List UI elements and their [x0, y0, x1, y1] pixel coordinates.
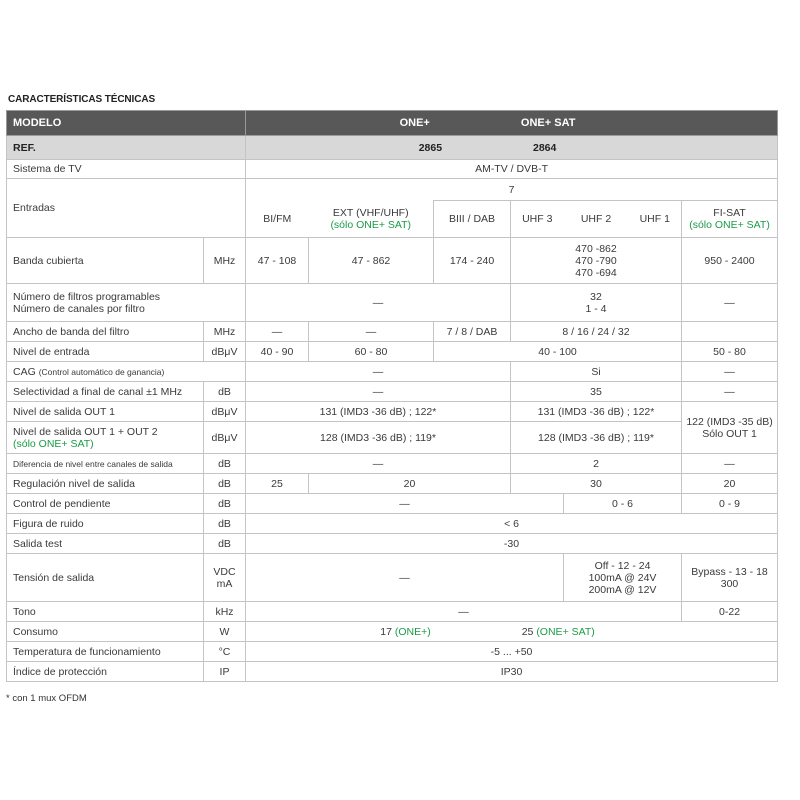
salida-right-1: 122 (IMD3 -35 dB) — [686, 415, 773, 428]
tension-unit-2: mA — [216, 577, 233, 590]
row-temperatura — [7, 642, 778, 662]
salida-right-2: Sólo OUT 1 — [702, 427, 757, 440]
filtros-mid-1: 32 — [590, 290, 602, 303]
cag-left: — — [246, 362, 511, 382]
diferencia-unit: dB — [204, 454, 246, 474]
filtros-right: — — [682, 284, 778, 322]
row-proteccion — [7, 662, 778, 682]
regulacion-label: Regulación nivel de salida — [7, 474, 204, 494]
tension-mid-3: 200mA @ 12V — [588, 583, 657, 596]
selectividad-label: Selectividad a final de canal ±1 MHz — [7, 382, 204, 402]
consumo-unit: W — [204, 622, 246, 642]
entrada-fisat-label: FI-SAT — [713, 207, 746, 219]
sistema-value: AM-TV / DVB-T — [246, 160, 778, 179]
banda-ext: 47 - 862 — [309, 238, 434, 284]
model-one: ONE+ — [399, 117, 430, 129]
banda-unit: MHz — [204, 238, 246, 284]
diferencia-mid: 2 — [511, 454, 682, 474]
salida-right — [682, 402, 778, 454]
row-regulacion — [7, 474, 778, 494]
tension-unit-1: VDC — [213, 565, 236, 578]
model-sat: ONE+ SAT — [520, 117, 576, 129]
entradas-label: Entradas — [7, 179, 246, 238]
salida2-label — [7, 422, 204, 454]
tono-label: Tono — [7, 602, 204, 622]
entrada-ext-label: EXT (VHF/UHF) — [332, 206, 409, 219]
filtros-label-1: Número de filtros programables — [13, 290, 161, 303]
banda-uhf-3: 470 -694 — [575, 266, 617, 279]
selectividad-mid: 35 — [511, 382, 682, 402]
diferencia-left: — — [246, 454, 511, 474]
consumo-label: Consumo — [7, 622, 204, 642]
tension-right — [682, 554, 778, 602]
selectividad-right: — — [682, 382, 778, 402]
entrada-uhf1: UHF 1 — [629, 201, 682, 238]
banda-label: Banda cubierta — [7, 238, 204, 284]
row-diferencia — [7, 454, 778, 474]
row-ancho — [7, 322, 778, 342]
nivel-entrada-ext: 60 - 80 — [309, 342, 434, 362]
consumo-one-tag: (ONE+) — [394, 625, 431, 638]
row-nivel-entrada — [7, 342, 778, 362]
entrada-biii: BIII / DAB — [434, 201, 511, 238]
consumo-one-value: 17 — [380, 625, 392, 638]
modelo-values — [246, 111, 778, 136]
consumo-sat — [522, 626, 595, 638]
ruido-unit: dB — [204, 514, 246, 534]
entrada-ext-note: (sólo ONE+ SAT) — [330, 218, 412, 231]
pendiente-left: — — [246, 494, 564, 514]
filtros-left: — — [246, 284, 511, 322]
filtros-label — [7, 284, 246, 322]
temperatura-value: -5 ... +50 — [246, 642, 778, 662]
test-value: -30 — [246, 534, 778, 554]
test-unit: dB — [204, 534, 246, 554]
pendiente-label: Control de pendiente — [7, 494, 204, 514]
salida1-left: 131 (IMD3 -36 dB) ; 122* — [246, 402, 511, 422]
ref-label: REF. — [7, 136, 246, 160]
regulacion-fisat: 20 — [682, 474, 778, 494]
banda-uhf — [511, 238, 682, 284]
salida2-label-note: (sólo ONE+ SAT) — [13, 437, 94, 450]
pendiente-mid: 0 - 6 — [564, 494, 682, 514]
filtros-mid-2: 1 - 4 — [585, 302, 607, 315]
nivel-entrada-unit: dBμV — [204, 342, 246, 362]
tension-mid-1: Off - 12 - 24 — [594, 559, 651, 572]
row-banda — [7, 238, 778, 284]
ancho-ext: — — [309, 322, 434, 342]
salida1-mid: 131 (IMD3 -36 dB) ; 122* — [511, 402, 682, 422]
row-modelo — [7, 111, 778, 136]
proteccion-unit: IP — [204, 662, 246, 682]
ancho-uhf: 8 / 16 / 24 / 32 — [511, 322, 682, 342]
pendiente-unit: dB — [204, 494, 246, 514]
salida2-left: 128 (IMD3 -36 dB) ; 119* — [246, 422, 511, 454]
tension-right-2: 300 — [720, 577, 739, 590]
nivel-entrada-fisat: 50 - 80 — [682, 342, 778, 362]
regulacion-ext: 20 — [309, 474, 511, 494]
ancho-fisat — [682, 322, 778, 342]
cag-right: — — [682, 362, 778, 382]
row-salida1 — [7, 402, 778, 422]
spec-table — [6, 110, 778, 682]
modelo-label: MODELO — [7, 111, 246, 136]
section-title: CARACTERÍSTICAS TÉCNICAS — [8, 94, 156, 105]
sistema-label: Sistema de TV — [7, 160, 246, 179]
row-pendiente — [7, 494, 778, 514]
banda-biii: 174 - 240 — [434, 238, 511, 284]
tension-unit — [204, 554, 246, 602]
row-filtros — [7, 284, 778, 322]
nivel-entrada-bifm: 40 - 90 — [246, 342, 309, 362]
cag-label — [7, 362, 246, 382]
row-entradas-count — [7, 179, 778, 201]
row-sistema — [7, 160, 778, 179]
salida2-mid: 128 (IMD3 -36 dB) ; 119* — [511, 422, 682, 454]
salida2-unit: dBμV — [204, 422, 246, 454]
tension-mid-2: 100mA @ 24V — [588, 571, 657, 584]
row-cag — [7, 362, 778, 382]
tension-label: Tensión de salida — [7, 554, 204, 602]
salida1-unit: dBμV — [204, 402, 246, 422]
row-ref — [7, 136, 778, 160]
tono-right: 0-22 — [682, 602, 778, 622]
banda-bifm: 47 - 108 — [246, 238, 309, 284]
consumo-one — [380, 626, 433, 638]
salida1-label: Nivel de salida OUT 1 — [7, 402, 204, 422]
temperatura-unit: °C — [204, 642, 246, 662]
filtros-label-2: Número de canales por filtro — [13, 302, 145, 315]
selectividad-unit: dB — [204, 382, 246, 402]
tono-unit: kHz — [204, 602, 246, 622]
regulacion-unit: dB — [204, 474, 246, 494]
proteccion-label: Índice de protección — [7, 662, 204, 682]
diferencia-label: Diferencia de nivel entre canales de salida — [7, 454, 204, 474]
entrada-uhf3: UHF 3 — [511, 201, 564, 238]
row-tono — [7, 602, 778, 622]
banda-uhf-2: 470 -790 — [575, 254, 617, 267]
diferencia-right: — — [682, 454, 778, 474]
ruido-label: Figura de ruido — [7, 514, 204, 534]
banda-fisat: 950 - 2400 — [682, 238, 778, 284]
row-salida2 — [7, 422, 778, 454]
proteccion-value: IP30 — [246, 662, 778, 682]
regulacion-uhf: 30 — [511, 474, 682, 494]
entrada-fisat — [682, 201, 778, 238]
ref-sat: 2864 — [532, 141, 557, 154]
entrada-bifm: BI/FM — [246, 201, 309, 238]
tension-right-1: Bypass - 13 - 18 — [691, 565, 768, 578]
entradas-count: 7 — [246, 179, 778, 201]
cag-label-main: CAG — [13, 365, 36, 378]
cag-mid: Si — [511, 362, 682, 382]
row-consumo — [7, 622, 778, 642]
ancho-biii: 7 / 8 / DAB — [434, 322, 511, 342]
row-tension — [7, 554, 778, 602]
nivel-entrada-uhf: 40 - 100 — [434, 342, 682, 362]
selectividad-left: — — [246, 382, 511, 402]
ancho-label: Ancho de banda del filtro — [7, 322, 204, 342]
ref-values — [246, 136, 778, 160]
nivel-entrada-label: Nivel de entrada — [7, 342, 204, 362]
consumo-values — [246, 622, 778, 642]
banda-uhf-1: 470 -862 — [575, 242, 617, 255]
ancho-unit: MHz — [204, 322, 246, 342]
consumo-sat-value: 25 — [521, 625, 534, 638]
cag-label-note: (Control automático de ganancia) — [38, 366, 165, 377]
consumo-sat-tag: (ONE+ SAT) — [536, 625, 595, 638]
entrada-ext — [309, 201, 434, 238]
tono-left: — — [246, 602, 682, 622]
row-test — [7, 534, 778, 554]
ref-one: 2865 — [418, 141, 443, 154]
row-ruido — [7, 514, 778, 534]
tension-left: — — [246, 554, 564, 602]
ruido-value: < 6 — [246, 514, 778, 534]
test-label: Salida test — [7, 534, 204, 554]
pendiente-right: 0 - 9 — [682, 494, 778, 514]
tension-mid — [564, 554, 682, 602]
footnote: * con 1 mux OFDM — [6, 693, 87, 704]
temperatura-label: Temperatura de funcionamiento — [7, 642, 204, 662]
entrada-uhf2: UHF 2 — [564, 201, 629, 238]
salida2-label-main: Nivel de salida OUT 1 + OUT 2 — [13, 425, 158, 438]
entrada-fisat-note: (sólo ONE+ SAT) — [689, 219, 770, 231]
filtros-mid — [511, 284, 682, 322]
ancho-bifm: — — [246, 322, 309, 342]
row-selectividad — [7, 382, 778, 402]
regulacion-bifm: 25 — [246, 474, 309, 494]
